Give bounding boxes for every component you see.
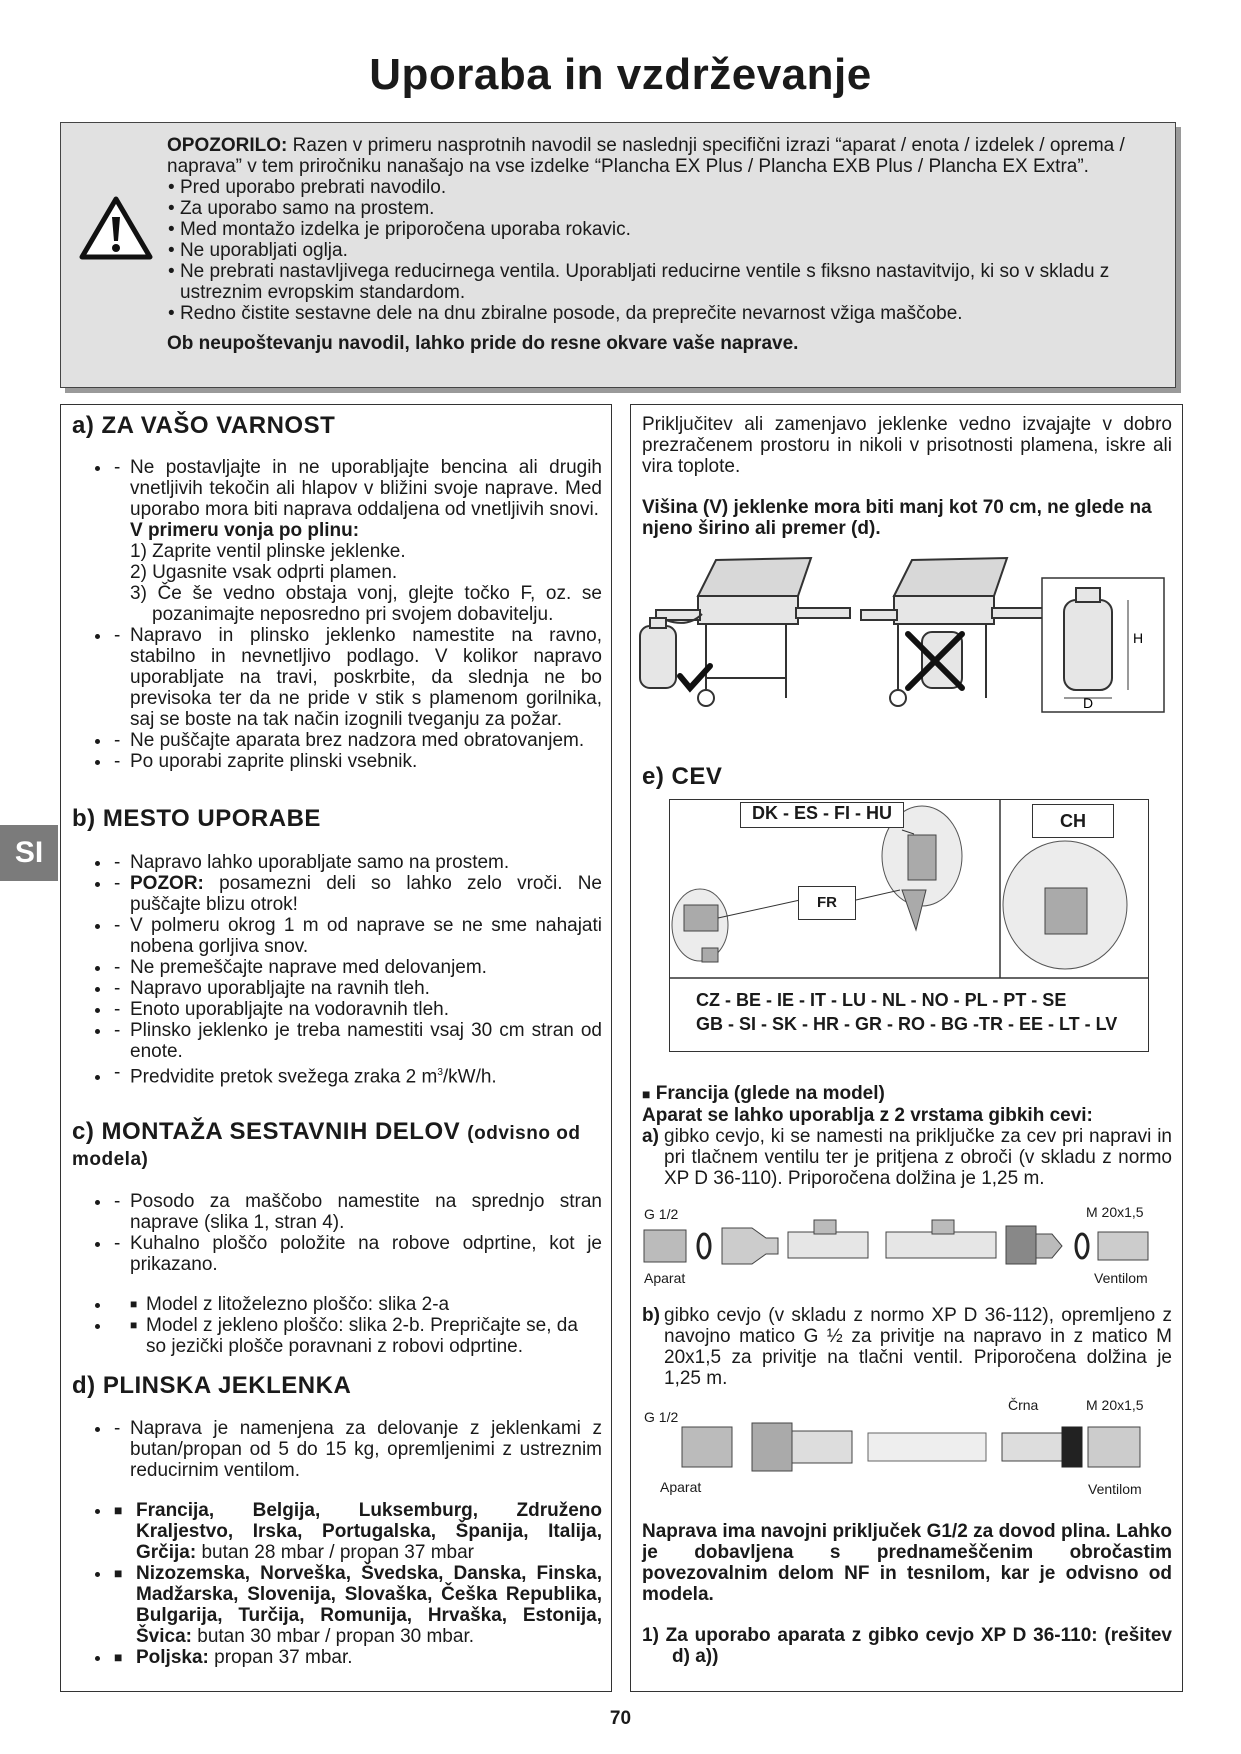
- country-value: butan 28 mbar / propan 37 mbar: [196, 1542, 474, 1563]
- section-a: [72, 412, 602, 791]
- air-text: Predvidite pretok svežega zraka 2 m: [130, 1066, 438, 1088]
- section-c-title-small: (odvisno od modela): [72, 1123, 581, 1170]
- step: 1) Zaprite ventil plinske jeklenke.: [130, 541, 406, 562]
- hose-a: [642, 1126, 1172, 1189]
- cev-title: e) CEV: [642, 763, 723, 790]
- list-item-text: Ne postavljajte in ne uporabljajte bencina ali drugih vnetljivih tekočin ali hlapov v bližini svoje naprave. Med uporabo mora biti naprava oddaljena od vnetljivih snovi.: [130, 457, 602, 520]
- step: 2) Ugasnite vsak odprti plamen.: [130, 562, 398, 583]
- warning-intro: Razen v primeru nasprotnih navodil se naslednji specifični izrazi “aparat / enota / izdelek / oprema / naprava” v tem priročniku nanašajo na vse izdelke “Plancha EX Plus / Plancha EXB Plus / Plancha EX Extra”.: [167, 135, 1125, 177]
- section-d: [72, 1372, 602, 1687]
- list-item: ■ • Model z jekleno ploščo: slika 2-b. Prepričajte se, da so jezički plošče poravnani z robovi odprtine.: [112, 1315, 602, 1357]
- hose-a-figure: [642, 1204, 1172, 1286]
- country-codes-line: CZ - BE - IE - IT - LU - NL - NO - PL - PT - SE: [696, 990, 1067, 1010]
- list-item: [112, 457, 602, 625]
- country-value: butan 30 mbar / propan 30 mbar.: [191, 1626, 474, 1647]
- country-names: Francija, Belgija, Luksemburg, Združeno Kraljestvo, Irska, Portugalska, Španija, Italija, Grčija:: [136, 1500, 602, 1563]
- list-item: [112, 1647, 602, 1668]
- list-item: [642, 1126, 1172, 1189]
- list-item: [112, 1500, 602, 1563]
- warning-box: [60, 122, 1176, 388]
- hose-b-figure: [642, 1397, 1172, 1497]
- list-item: - • Napravo lahko uporabljate samo na prostem.: [112, 852, 602, 873]
- france-title: Francija (glede na model): [655, 1083, 885, 1104]
- list-item: [642, 1305, 1172, 1389]
- list-item: - • V polmeru okrog 1 m od naprave se ne sme nahajati nobena gorljiva snov.: [112, 915, 602, 957]
- warning-item: • Za uporabo samo na prostem.: [167, 198, 1157, 219]
- list-item: - • Kuhalno ploščo položite na robove odprtine, kot je prikazano.: [112, 1233, 602, 1275]
- label-ch: CH: [1032, 804, 1114, 838]
- list-item: - • Napravo uporabljajte na ravnih tleh.: [112, 978, 602, 999]
- france-subtitle: Aparat se lahko uporablja z 2 vrstama gibkih cevi:: [642, 1105, 1093, 1126]
- hose-connectors-figure: [669, 799, 1149, 1052]
- page-title: Uporaba in vzdrževanje: [369, 50, 872, 99]
- cylinder-placement-figure: [636, 548, 1176, 718]
- section-a-list: [72, 457, 602, 772]
- hose-b-m-label: M 20x1,5: [1086, 1397, 1144, 1413]
- section-c-sublist: [72, 1294, 602, 1357]
- item-text: gibko cevjo, ki se namesti na priključke za cev pri napravi in pri tlačnem ventilu ter je pritjena z obroči (v skladu z normo XP D 36-110). Priporočena dolžina je 1,25 m.: [664, 1126, 1172, 1189]
- step: 3) Če še vedno obstaja vonj, glejte točko F, oz. se pozanimajte neposredno pri svojem dobavitelju.: [130, 583, 602, 625]
- list-item: - • Plinsko jeklenko je treba namestiti vsaj 30 cm stran od enote.: [112, 1020, 602, 1062]
- section-c-list: [72, 1191, 602, 1275]
- section-d-title: d) PLINSKA JEKLENKA: [72, 1372, 352, 1399]
- section-d-countries: [72, 1500, 602, 1668]
- hose-b-right-label: Ventilom: [1088, 1481, 1142, 1497]
- list-item: [112, 873, 602, 915]
- dim-d-label: D: [1083, 695, 1094, 711]
- list-item: [112, 1062, 602, 1087]
- bbq-correct-figure: [640, 558, 850, 706]
- section-c: [72, 1120, 602, 1376]
- page-number: 70: [609, 1708, 632, 1729]
- hose-a-right-label: Ventilom: [1094, 1270, 1148, 1286]
- section-a-title: a) ZA VAŠO VARNOST: [72, 412, 336, 439]
- country-names: Poljska:: [136, 1647, 209, 1668]
- hose-b: [642, 1305, 1172, 1389]
- step-1: 1) Za uporabo aparata z gibko cevjo XP D 36-110: (rešitev d) a)): [642, 1625, 1172, 1667]
- section-d-list: [72, 1418, 602, 1481]
- hose-a-g-label: G 1/2: [644, 1206, 679, 1222]
- right-intro: Priključitev ali zamenjavo jeklenke vedno izvajajte v dobro prezračenem prostoru in nikoli v prisotnosti plamena, iskre ali vira toplote.: [642, 414, 1172, 477]
- item-key: b): [642, 1305, 660, 1326]
- section-c-title-main: c) MONTAŽA SESTAVNIH DELOV: [72, 1118, 461, 1145]
- pozor-text: posamezni deli so lahko zelo vroči. Ne puščajte blizu otrok!: [130, 873, 602, 915]
- list-item: [112, 1563, 602, 1647]
- bbq-incorrect-figure: [861, 558, 1046, 706]
- country-value: propan 37 mbar.: [208, 1647, 353, 1668]
- warning-triangle-icon: [79, 195, 153, 261]
- warning-final: Ob neupoštevanju navodil, lahko pride do resne okvare vaše naprave.: [167, 333, 799, 354]
- country-names: Nizozemska, Norveška, Švedska, Danska, Finska, Madžarska, Slovenija, Slovaška, Češka Republika, Bulgarija, Turčija, Romunija, Hrvaška, Estonija, Švica:: [136, 1563, 602, 1647]
- air-sup: 3: [437, 1067, 443, 1078]
- language-tab: SI: [0, 825, 58, 881]
- warning-item: • Ne uporabljati oglja.: [167, 240, 1157, 261]
- warning-text: [167, 135, 1157, 354]
- country-codes-line: GB - SI - SK - HR - GR - RO - BG -TR - EE - LT - LV: [696, 1014, 1118, 1034]
- france-block: [642, 1083, 1172, 1126]
- connector-note: Naprava ima navojni priključek G1/2 za dovod plina. Lahko je dobavljena s prednameščenim obročastim povezovalnim delom NF in tesnilom, kar je odvisno od modela.: [642, 1521, 1172, 1605]
- list-item: - • Posodo za maščobo namestite na sprednjo stran naprave (slika 1, stran 4).: [112, 1191, 602, 1233]
- section-b-list: [72, 852, 602, 1087]
- list-item: ■ • Model z litoželezno ploščo: slika 2-a: [112, 1294, 602, 1315]
- height-note: Višina (V) jeklenke mora biti manj kot 70 cm, ne glede na njeno širino ali premer (d).: [642, 497, 1152, 539]
- section-b-title: b) MESTO UPORABE: [72, 805, 321, 832]
- dim-h-label: H: [1133, 630, 1144, 646]
- label-dk: DK - ES - FI - HU: [740, 802, 904, 828]
- list-item: - • Ne premeščajte naprave med delovanjem.: [112, 957, 602, 978]
- air-end: /kW/h.: [442, 1066, 497, 1088]
- hose-b-g-label: G 1/2: [644, 1409, 679, 1425]
- list-item: - • Napravo in plinsko jeklenko namestite na ravno, stabilno in nevnetljivo podlago. V kolikor napravo uporabljate na travi, poskrbite, da slednja ne bo previsoka ter da ne pride v stik s plamenom gorilnika, saj se boste na tak način izognili tveganju za požar.: [112, 625, 602, 730]
- warning-label: OPOZORILO:: [167, 135, 288, 156]
- warning-item: • Ne prebrati nastavljivega reducirnega ventila. Uporabljati reducirne ventile s fiksno nastavitvijo, ki so v skladu z ustreznim evropskim standardom.: [167, 261, 1157, 303]
- section-c-title: [72, 1120, 602, 1172]
- label-fr: FR: [798, 886, 856, 920]
- hose-a-left-label: Aparat: [644, 1270, 686, 1286]
- list-item: - • Ne puščajte aparata brez nadzora med obratovanjem.: [112, 730, 602, 751]
- item-text: gibko cevjo (v skladu z normo XP D 36-112), opremljeno z navojno matico G ½ za privitje na napravo in z matico M 20x1,5 za privitje na tlačni ventil. Priporočena dolžina je 1,25 m.: [664, 1305, 1172, 1389]
- hose-a-m-label: M 20x1,5: [1086, 1204, 1144, 1220]
- hose-b-left-label: Aparat: [660, 1479, 702, 1495]
- gas-smell-title: V primeru vonja po plinu:: [130, 520, 360, 541]
- warning-list: [167, 177, 1157, 324]
- square-bullet-icon: ■: [642, 1086, 651, 1102]
- list-item: - • Enoto uporabljajte na vodoravnih tleh.: [112, 999, 602, 1020]
- warning-item: • Med montažo izdelka je priporočena uporaba rokavic.: [167, 219, 1157, 240]
- list-item: - • Naprava je namenjena za delovanje z jeklenkami z butan/propan od 5 do 15 kg, opremljenimi z ustreznim reducirnim ventilom.: [112, 1418, 602, 1481]
- hose-b-black-label: Črna: [1008, 1397, 1039, 1413]
- section-b: [72, 805, 602, 1106]
- country-codes: [696, 988, 1117, 1036]
- item-key: a): [642, 1126, 659, 1147]
- warning-item: • Pred uporabo prebrati navodilo.: [167, 177, 1157, 198]
- cylinder-dimension-figure: [1042, 578, 1164, 712]
- gas-smell-steps: [130, 541, 602, 625]
- pozor-label: POZOR:: [130, 873, 204, 894]
- warning-item: • Redno čistite sestavne dele na dnu zbiralne posode, da preprečite nevarnost vžiga maščobe.: [167, 303, 1157, 324]
- list-item: - • Po uporabi zaprite plinski vsebnik.: [112, 751, 602, 772]
